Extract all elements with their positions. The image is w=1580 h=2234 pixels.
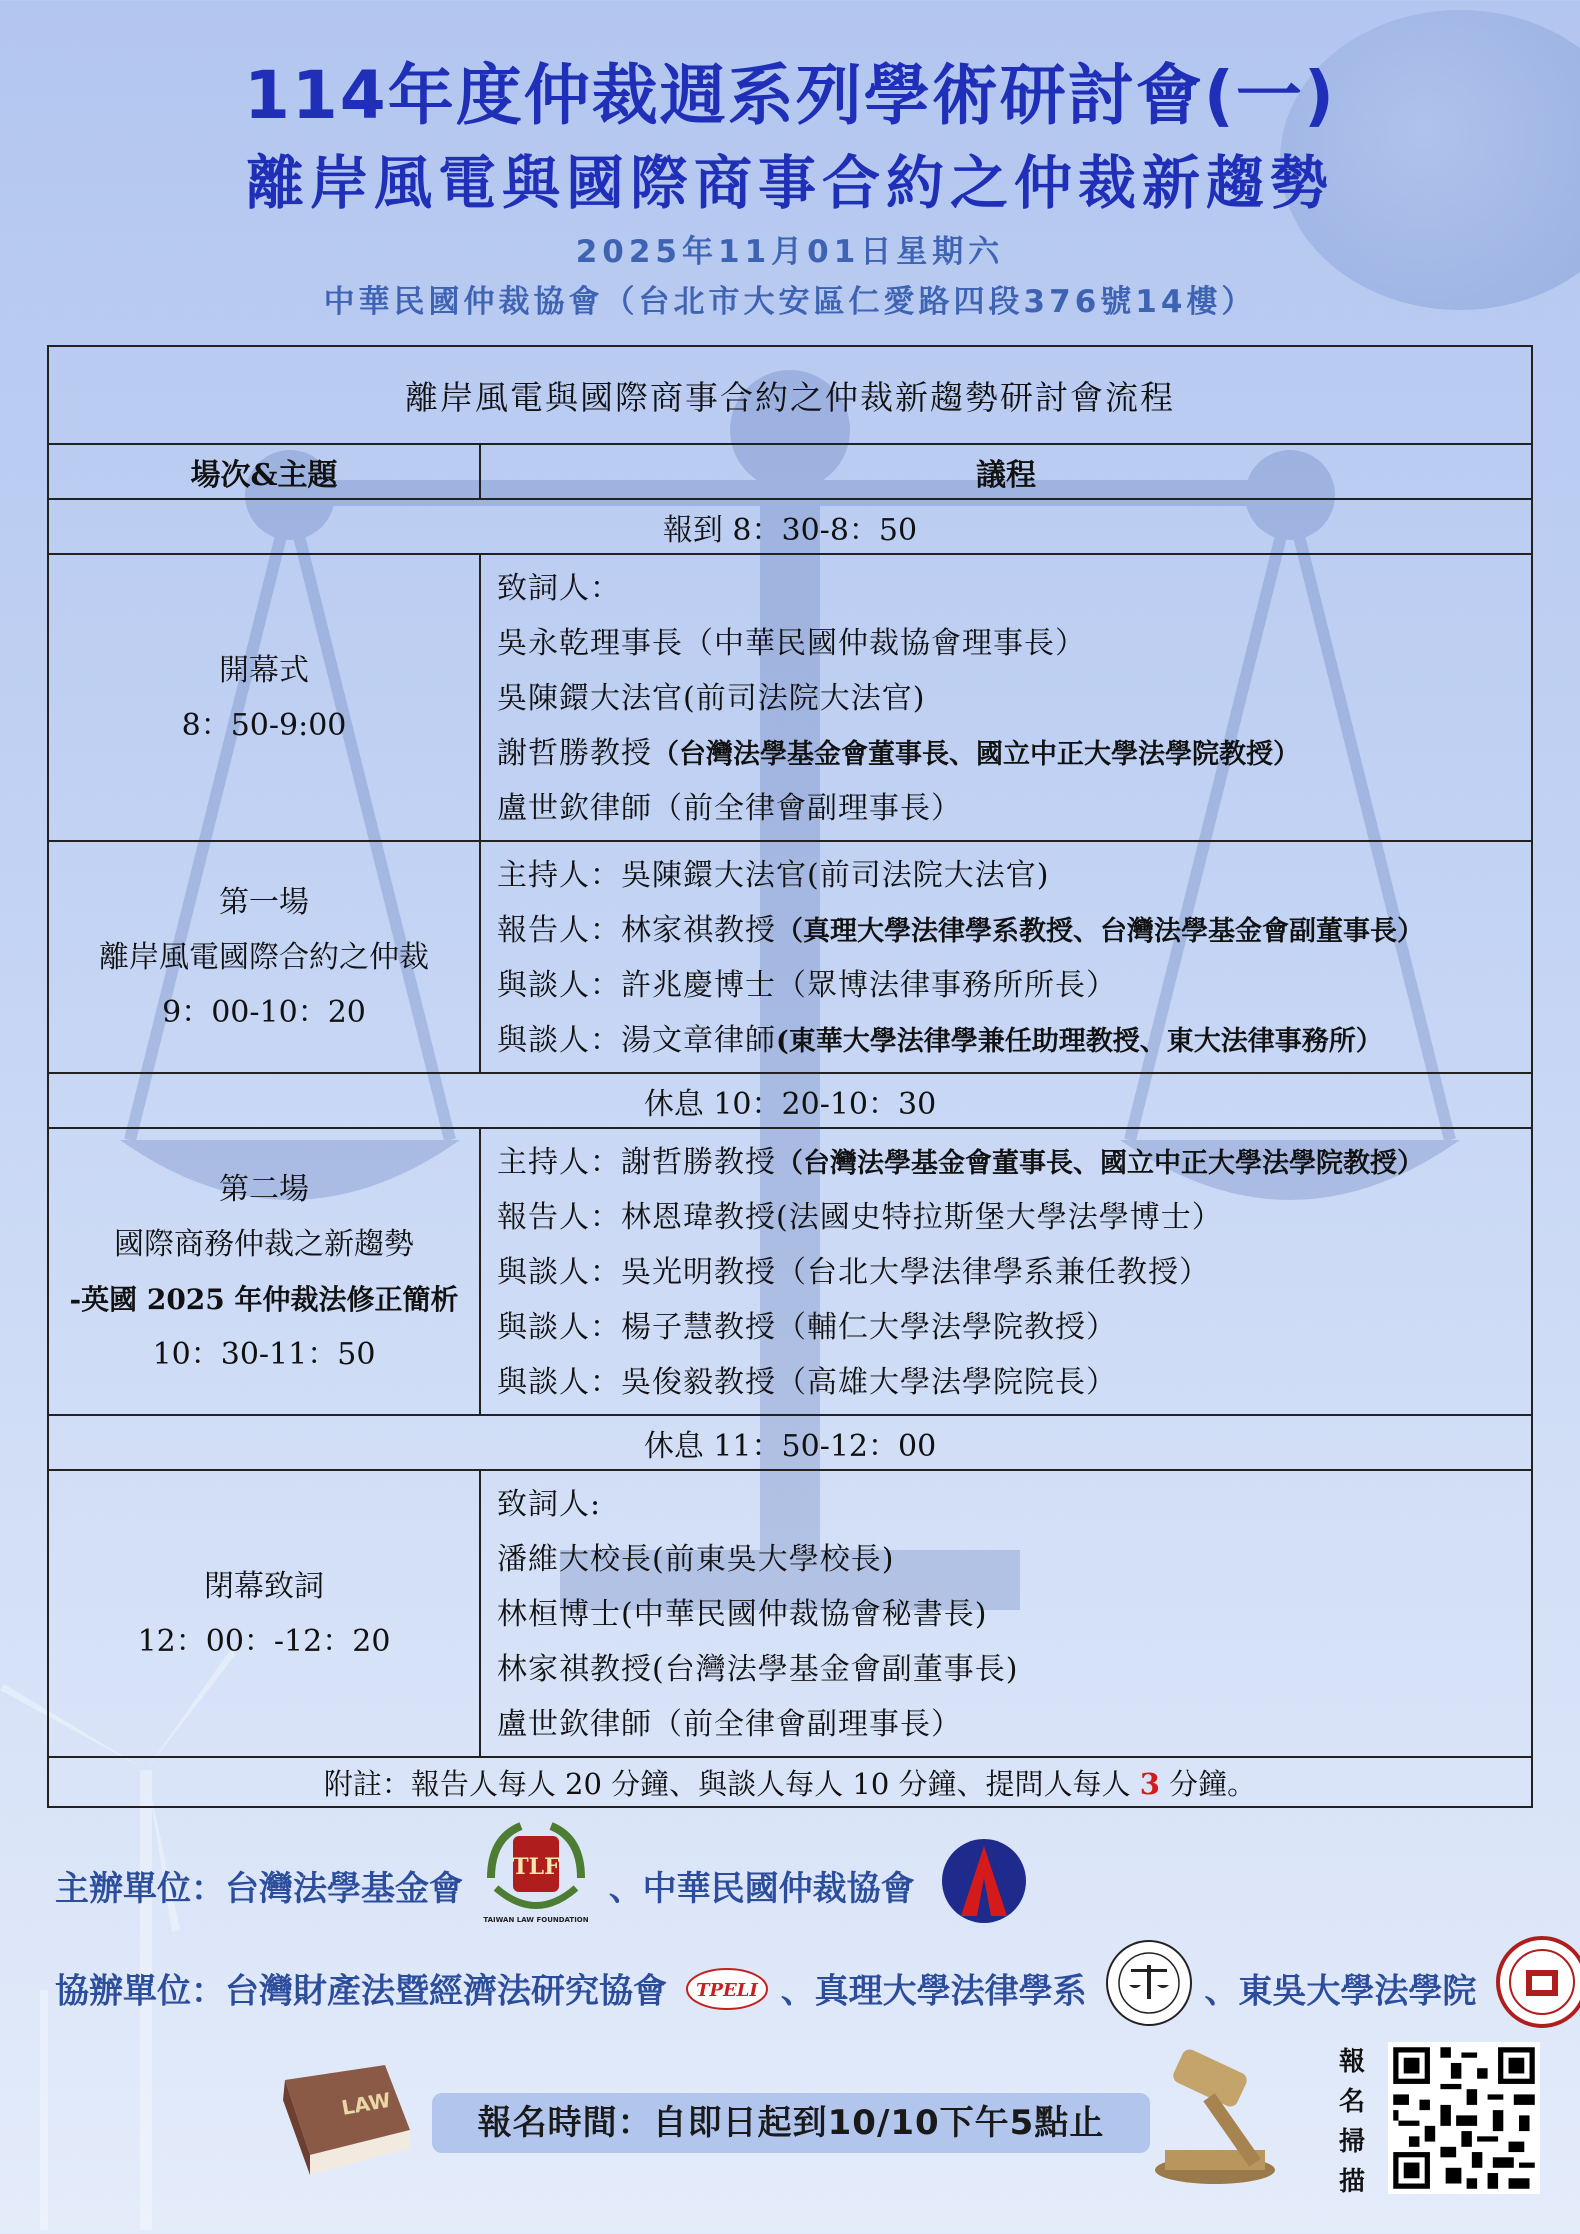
session-time: 8：50-9:00: [181, 707, 347, 743]
session-time: 9：00-10：20: [162, 994, 366, 1030]
note-prefix: 附註：報告人每人 20 分鐘、與談人每人 10 分鐘、提問人每人: [323, 1766, 1140, 1801]
agenda-line: 潘維大校長(前東吳大學校長): [497, 1542, 895, 1577]
agenda-line: 林桓博士(中華民國仲裁協會秘書長): [497, 1597, 988, 1632]
agenda-table: [47, 345, 1533, 1808]
registration-row: 報到 8：30-8：50: [48, 499, 1532, 554]
scan-char: 報: [1338, 2047, 1365, 2077]
opening-agenda-cell: [480, 554, 1532, 841]
speaker-org: (東華大學法律學兼任助理教授、東大法律事務所）: [776, 1026, 1383, 1057]
tlf-logo-icon: [481, 1818, 591, 1933]
agenda-line: [497, 726, 1531, 781]
session-name: 開幕式: [219, 652, 309, 688]
aletheia-law-dept-logo-icon: [1105, 1939, 1193, 2027]
soochow-law-logo-icon: [1496, 1936, 1580, 2028]
table-row: [48, 554, 1532, 841]
session-name: 第二場: [219, 1171, 309, 1207]
agenda-line: 與談人：許兆慶博士（眾博法律事務所所長）: [497, 968, 1117, 1003]
session2-cell: [48, 1128, 480, 1415]
table-row: [48, 1128, 1532, 1415]
agenda-line: [497, 1013, 1531, 1068]
agenda-line: 報告人：林恩瑋教授(法國史特拉斯堡大學法學博士）: [497, 1200, 1223, 1235]
agenda-line: 與談人：吳光明教授（台北大學法律學系兼任教授）: [497, 1255, 1210, 1290]
break-row-1: 休息 10：20-10：30: [48, 1073, 1532, 1128]
agenda-line: 林家祺教授(台灣法學基金會副董事長): [497, 1652, 1019, 1687]
qr-code-icon[interactable]: [1388, 2042, 1540, 2194]
agenda-line: 致詞人：: [497, 571, 621, 606]
agenda-line: 盧世欽律師（前全律會副理事長）: [497, 1707, 962, 1742]
host-organizers: [55, 1848, 1027, 1933]
arbitration-association-logo-icon: [941, 1838, 1027, 1924]
opening-session-cell: [48, 554, 480, 841]
session-time: 12：00：-12：20: [137, 1623, 391, 1659]
host-sep: 、中華民國仲裁協會: [608, 1869, 915, 1909]
agenda-line: 與談人：吳俊毅教授（高雄大學法學院院長）: [497, 1365, 1117, 1400]
agenda-line: 主持人：吳陳鐶大法官(前司法院大法官): [497, 858, 1050, 893]
co-organizers: [55, 1958, 1580, 2028]
title-line2: 離岸風電與國際商事合約之仲裁新趨勢: [245, 149, 1334, 217]
agenda-line: 吳陳鐶大法官(前司法院大法官): [497, 681, 926, 716]
agenda-caption: 離岸風電與國際商事合約之仲裁新趨勢研討會流程: [48, 346, 1532, 444]
table-row: [48, 841, 1532, 1073]
speaker-org: （台灣法學基金會董事長、國立中正大學法學院教授）: [776, 1148, 1424, 1179]
col-header-session: 場次&主題: [48, 444, 480, 499]
co-sep2: 、東吳大學法學院: [1204, 1971, 1477, 2012]
book-label: LAW: [339, 2087, 393, 2120]
closing-agenda-cell: [480, 1470, 1532, 1757]
speaker-name: 報告人：林家祺教授: [497, 913, 776, 948]
session-topic: 國際商務仲裁之新趨勢: [114, 1226, 414, 1262]
registration-deadline: 報名時間：自即日起到10/10下午5點止: [432, 2093, 1150, 2153]
session-name: 閉幕致詞: [204, 1568, 324, 1604]
speaker-name: 主持人：謝哲勝教授: [497, 1145, 776, 1180]
session1-cell: [48, 841, 480, 1073]
scan-char: 掃: [1338, 2127, 1365, 2157]
tlf-logo-caption: TAIWAN LAW FOUNDATION: [483, 1916, 589, 1924]
gavel-icon: [1145, 2040, 1305, 2190]
tpeli-logo-text: TPELI: [695, 1980, 758, 2001]
speaker-name: 謝哲勝教授: [497, 736, 652, 771]
speaker-name: 與談人：湯文章律師: [497, 1023, 776, 1058]
law-book-icon: [265, 2060, 415, 2180]
agenda-line: 與談人：楊子慧教授（輔仁大學法學院教授）: [497, 1310, 1117, 1345]
scan-char: 描: [1338, 2167, 1365, 2197]
session-subtopic: -英國 2025 年仲裁法修正簡析: [69, 1282, 459, 1316]
tlf-logo-text: TLF: [512, 1854, 560, 1880]
col-header-program: 議程: [480, 444, 1532, 499]
table-row: [48, 1470, 1532, 1757]
note-number: 3: [1139, 1766, 1160, 1801]
scan-to-register-label: [1332, 2042, 1372, 2202]
agenda-line: [497, 903, 1531, 958]
agenda-line: 致詞人:: [497, 1487, 602, 1522]
note-suffix: 分鐘。: [1159, 1766, 1257, 1801]
co-sep1: 、真理大學法律學系: [780, 1971, 1087, 2012]
session-topic: 離岸風電國際合約之仲裁: [99, 939, 429, 975]
title-line1: 114年度仲裁週系列學術研討會(一): [243, 57, 1337, 134]
host-label: 主辦單位：台灣法學基金會: [55, 1869, 463, 1909]
footnote-row: [48, 1757, 1532, 1807]
session-time: 10：30-11：50: [152, 1336, 376, 1372]
agenda-line: 吳永乾理事長（中華民國仲裁協會理事長）: [497, 626, 1086, 661]
session-name: 第一場: [219, 884, 309, 920]
break-row-2: 休息 11：50-12：00: [48, 1415, 1532, 1470]
session2-agenda-cell: [480, 1128, 1532, 1415]
speaker-org: （真理大學法律學系教授、台灣法學基金會副董事長）: [776, 916, 1424, 947]
agenda-line: 盧世欽律師（前全律會副理事長）: [497, 791, 962, 826]
agenda-line: [497, 1135, 1531, 1190]
speaker-org: （台灣法學基金會董事長、國立中正大學法學院教授）: [652, 739, 1300, 770]
tpeli-logo-icon: [685, 1966, 769, 2012]
closing-session-cell: [48, 1470, 480, 1757]
co-label: 協辦單位：台灣財產法暨經濟法研究協會: [55, 1971, 667, 2012]
event-date: 2025年11月01日星期六: [575, 234, 1005, 270]
event-venue: 中華民國仲裁協會（台北市大安區仁愛路四段376號14樓）: [323, 284, 1257, 320]
scan-char: 名: [1338, 2087, 1365, 2117]
session1-agenda-cell: [480, 841, 1532, 1073]
